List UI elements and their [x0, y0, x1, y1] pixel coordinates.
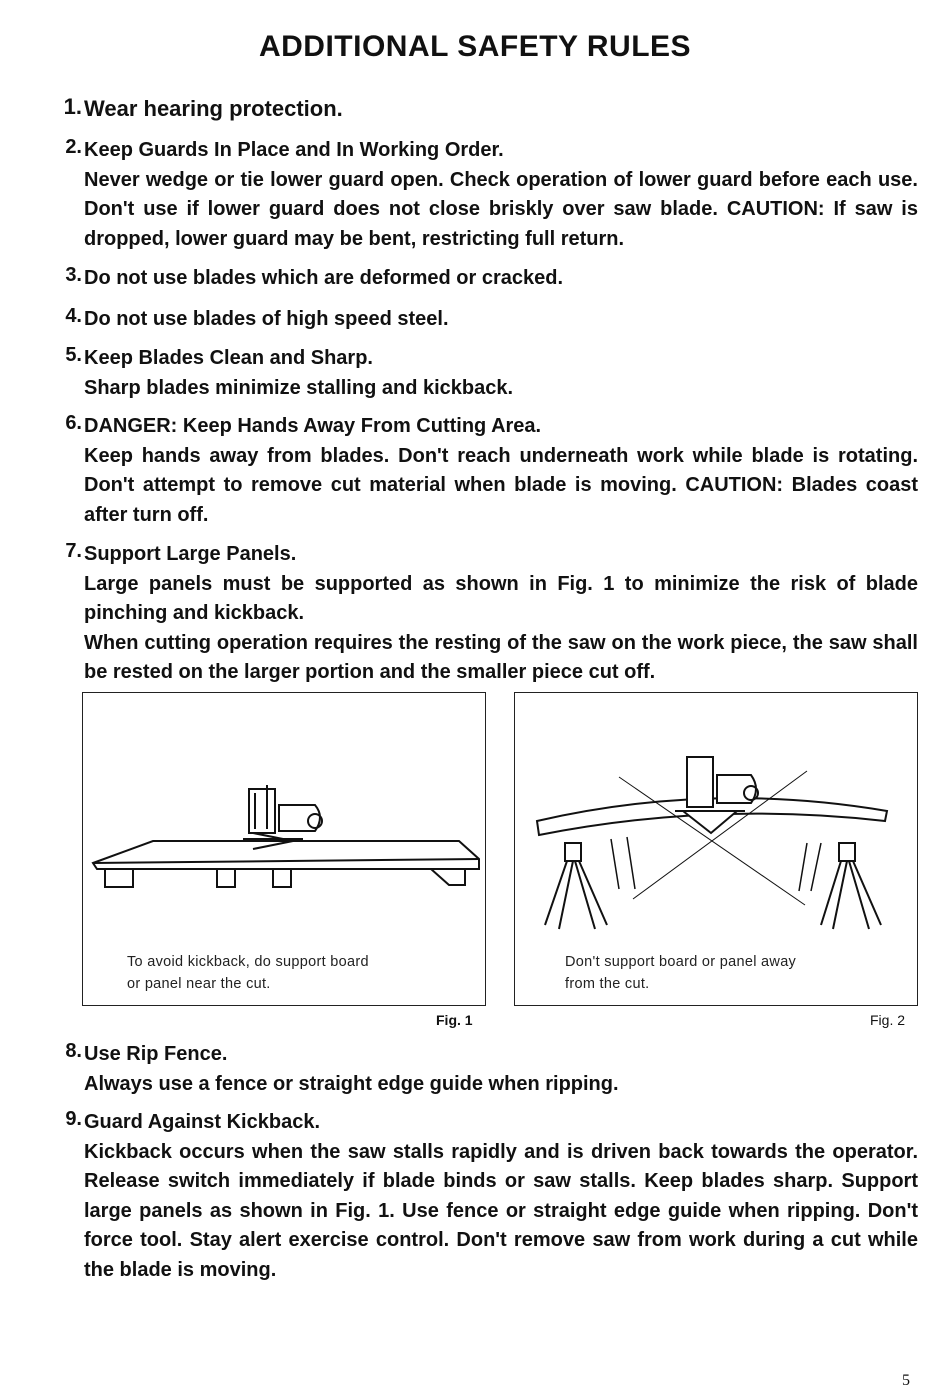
rule-number: 6. [65, 412, 82, 434]
rule-item-7 [44, 540, 918, 688]
rule-item-3 [44, 264, 918, 294]
rule-number: 4. [65, 305, 82, 327]
page-number: 5 [902, 1372, 910, 1389]
rule-number: 5. [65, 344, 82, 366]
rule-item-1 [44, 94, 918, 124]
figure-label: Fig. 2 [870, 1012, 906, 1028]
rule-text: Large panels must be supported as shown in Fig. 1 to minimize the risk of blade pinching and kickback. [84, 572, 918, 624]
rule-text: Sharp blades minimize stalling and kickback. [84, 376, 514, 399]
rule-heading: Do not use blades of high speed steel. [84, 308, 449, 330]
figure-caption: Don't support board or panel away from the cut. [565, 954, 797, 992]
rule-heading: Keep Guards In Place and In Working Order. [84, 139, 504, 161]
rule-heading: Support Large Panels. [84, 543, 297, 565]
figure-1 [82, 692, 486, 1006]
rule-item-4 [44, 305, 918, 335]
rule-text: When cutting operation requires the resting of the saw on the work piece, the saw shall be rested on the larger portion and the smaller piece cut off. [84, 631, 918, 683]
rule-text: Always use a fence or straight edge guide when ripping. [84, 1072, 619, 1095]
rule-number: 9. [65, 1108, 82, 1130]
rule-heading: Use Rip Fence. [84, 1043, 228, 1065]
rule-heading: Wear hearing protection. [84, 96, 343, 121]
page-title: ADDITIONAL SAFETY RULES [258, 30, 692, 63]
rule-item-5 [44, 344, 918, 403]
rule-number: 3. [65, 264, 82, 286]
rule-item-6 [44, 412, 918, 530]
rule-text: Never wedge or tie lower guard open. Check operation of lower guard before each use. Don't use if lower guard does not close briskly over saw blade. CAUTION: If saw is dropped, lower guard may be bent, restricting full return. [84, 168, 918, 250]
figure-label: Fig. 1 [436, 1012, 473, 1028]
rule-text: Keep hands away from blades. Don't reach underneath work while blade is rotating. Don't attempt to remove cut material when blade is moving. CAUTION: Blades coast after turn off. [84, 444, 918, 526]
rule-number: 8. [65, 1040, 82, 1062]
rule-heading: Do not use blades which are deformed or cracked. [84, 267, 564, 289]
rule-item-9 [44, 1108, 918, 1285]
rule-heading: Keep Blades Clean and Sharp. [84, 347, 373, 369]
rule-heading: Guard Against Kickback. [84, 1111, 320, 1133]
rule-item-2 [44, 136, 918, 254]
rule-number: 7. [65, 540, 82, 562]
figure-caption: To avoid kickback, do support board or panel near the cut. [127, 954, 369, 992]
rule-text: Kickback occurs when the saw stalls rapidly and is driven back towards the operator. Release switch immediately if blade binds or saw stalls. Keep blades sharp. Support large panels as shown in Fig. 1. Use fence or straight edge guide when ripping. Don't force tool. Stay alert exercise control. Don't remove saw from work during a cut while the blade is moving. [84, 1140, 918, 1281]
rule-item-8 [44, 1040, 918, 1099]
rule-number: 1. [63, 94, 82, 119]
rule-number: 2. [65, 136, 82, 158]
figure-2 [514, 692, 918, 1006]
rule-heading: DANGER: Keep Hands Away From Cutting Area. [84, 415, 542, 437]
